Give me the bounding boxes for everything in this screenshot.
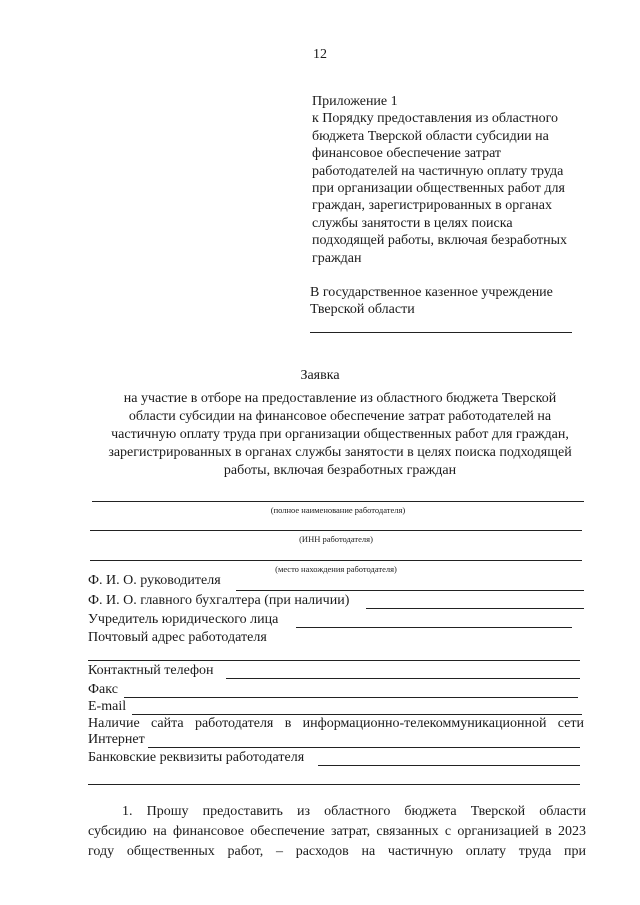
bank-details-field[interactable] (318, 765, 580, 766)
subtitle-line: работы, включая безработных граждан (223, 463, 457, 478)
appendix-heading: Приложение 1 (312, 94, 398, 109)
chief-accountant-label: Ф. И. О. главного бухгалтера (при наличии) (88, 593, 350, 608)
director-field[interactable] (236, 590, 584, 591)
postal-address-field[interactable] (88, 660, 580, 661)
paragraph-1 (88, 802, 586, 862)
appendix-line: финансовое обеспечение затрат (312, 146, 502, 162)
location-blank-line[interactable] (90, 560, 582, 561)
director-label: Ф. И. О. руководителя (88, 573, 221, 588)
appendix-line: подходящей работы, включая безработных (312, 233, 568, 249)
document-title: Заявка (300, 368, 340, 383)
appendix-line: граждан (312, 250, 362, 266)
inn-blank-line[interactable] (90, 530, 582, 531)
website-label: Наличие сайта работодателя в информационно-телекоммуникационной сети (88, 716, 584, 731)
bank-details-label: Банковские реквизиты работодателя (88, 750, 305, 765)
website-label-continued: Интернет (88, 732, 145, 747)
addressee-blank-line[interactable] (310, 332, 572, 333)
postal-address-label: Почтовый адрес работодателя (88, 630, 267, 645)
inn-caption: (ИНН работодателя) (299, 534, 373, 544)
paragraph-line: субсидию на финансовое обеспечение затрат, связанных с организацией в 2023 (88, 824, 586, 839)
paragraph-line: 1. Прошу предоставить из областного бюджета Тверской области (122, 804, 586, 819)
founder-field[interactable] (296, 627, 572, 628)
appendix-line: службы занятости в целях поиска (312, 215, 513, 231)
appendix-line: граждан, зарегистрированных в органах (312, 198, 552, 214)
full-name-caption: (полное наименование работодателя) (270, 505, 406, 515)
email-label: E-mail (88, 699, 127, 714)
subtitle-line: области субсидии на финансовое обеспечение затрат работодателей на (128, 409, 552, 424)
website-field[interactable] (148, 747, 580, 748)
appendix-line: работодателей на частичную оплату труда (312, 163, 564, 179)
email-field[interactable] (132, 714, 582, 715)
appendix-line: к Порядку предоставления из областного (312, 111, 559, 127)
page-number: 12 (313, 47, 327, 62)
subtitle-line: зарегистрированных в органах службы занятости в целях поиска подходящей (108, 445, 572, 460)
addressee-line: В государственное казенное учреждение (310, 285, 553, 300)
appendix-block (312, 93, 567, 267)
founder-label: Учредитель юридического лица (88, 612, 279, 627)
subtitle-line: частичную оплату труда при организации общественных работ для граждан, (111, 427, 569, 442)
paragraph-line: году общественных работ, – расходов на частичную оплату труда при (88, 844, 586, 859)
chief-accountant-field[interactable] (366, 608, 584, 609)
location-caption: (место нахождения работодателя) (275, 564, 397, 574)
appendix-line: при организации общественных работ для (312, 181, 565, 197)
bank-details-field-extra[interactable] (88, 784, 580, 785)
addressee-block (310, 284, 553, 319)
full-name-blank-line[interactable] (92, 501, 584, 502)
fax-field[interactable] (124, 697, 578, 698)
document-subtitle (80, 390, 600, 480)
appendix-line: бюджета Тверской области субсидии на (312, 128, 549, 144)
addressee-line: Тверской области (310, 302, 415, 318)
subtitle-line: на участие в отборе на предоставление из областного бюджета Тверской (123, 391, 557, 406)
phone-label: Контактный телефон (88, 663, 214, 678)
fax-label: Факс (88, 682, 118, 697)
phone-field[interactable] (226, 678, 580, 679)
